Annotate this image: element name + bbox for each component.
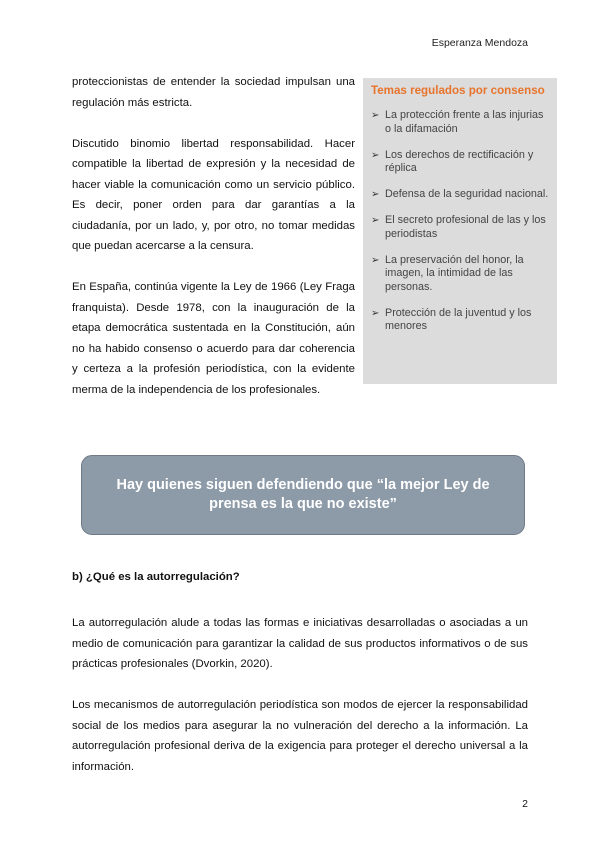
- page-number: 2: [522, 798, 528, 810]
- arrow-bullet-icon: ➢: [371, 254, 380, 266]
- arrow-bullet-icon: ➢: [371, 149, 380, 161]
- callout-text: Hay quienes siguen defendiendo que “la mejor Ley de prensa es la que no existe”: [116, 477, 490, 512]
- list-item-text: La protección frente a las injurias o la difamación: [385, 109, 544, 135]
- quote-callout: [81, 455, 525, 535]
- list-item-text: El secreto profesional de las y los periodistas: [385, 214, 546, 240]
- sidebar-title: Temas regulados por consenso: [371, 84, 545, 97]
- section-body: [72, 613, 528, 798]
- arrow-bullet-icon: ➢: [371, 110, 380, 121]
- list-item: [371, 307, 549, 334]
- consensus-topics-box: [363, 78, 557, 384]
- list-item: [371, 214, 549, 241]
- list-item: [371, 149, 549, 176]
- arrow-bullet-icon: ➢: [371, 189, 380, 200]
- list-item-text: Protección de la juventud y los menores: [385, 306, 532, 332]
- section-heading: b) ¿Qué es la autorregulación?: [72, 571, 240, 583]
- list-item: [371, 254, 549, 295]
- paragraph: Los mecanismos de autorregulación periodística son modos de ejercer la responsabilidad social de los medios para asegurar la no vulneración del derecho a la información. La autorregulación profesional deriva de la exigencia para proteger el derecho universal a la información.: [72, 699, 528, 773]
- paragraph: La autorregulación alude a todas las formas e iniciativas desarrolladas o asociadas a un medio de comunicación para garantizar la calidad de sus productos informativos o de sus prácticas profesionales (Dvorkin, 2020).: [72, 617, 528, 670]
- paragraph: En España, continúa vigente la Ley de 1966 (Ley Fraga franquista). Desde 1978, con la inauguración de la etapa democrática sustentada en la Constitución, aún no ha habido consenso o acuerdo para dar coherencia y certeza a la profesión periodística, con la evidente merma de la independencia de los profesionales.: [72, 281, 355, 396]
- header-author: Esperanza Mendoza: [431, 37, 528, 49]
- list-item: [371, 109, 549, 136]
- list-item: [371, 188, 549, 202]
- list-item-text: Los derechos de rectificación y réplica: [385, 148, 534, 174]
- arrow-bullet-icon: ➢: [371, 307, 380, 319]
- list-item-text: La preservación del honor, la imagen, la intimidad de las personas.: [385, 253, 524, 293]
- list-item-text: Defensa de la seguridad nacional.: [385, 188, 549, 200]
- arrow-bullet-icon: ➢: [371, 215, 380, 226]
- left-column-text: [72, 72, 355, 421]
- topics-list: [371, 109, 549, 334]
- paragraph: Discutido binomio libertad responsabilidad. Hacer compatible la libertad de expresión y la necesidad de hacer viable la comunicación como un servicio público. Es decir, poner orden para dar garantías a la ciudadanía, por un lado, y, por otro, no tomar medidas que puedan acercarse a la censura.: [72, 137, 355, 252]
- paragraph: proteccionistas de entender la sociedad impulsan una regulación más estricta.: [72, 76, 355, 109]
